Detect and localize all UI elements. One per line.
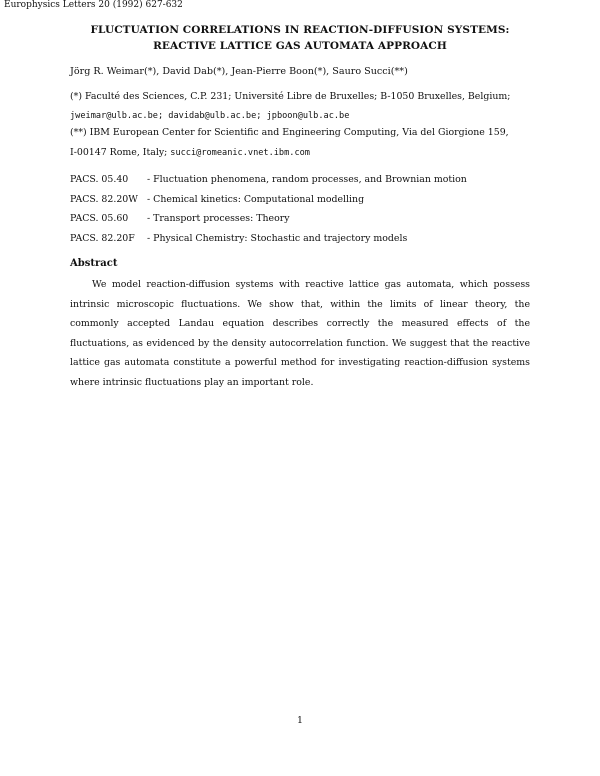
- pacs-row: [70, 229, 467, 249]
- affiliation-2-email: succi@romeanic.vnet.ibm.com: [170, 147, 310, 158]
- pacs-description: - Transport processes: Theory: [147, 213, 290, 224]
- page-number: 1: [297, 715, 303, 726]
- pacs-code: PACS. 05.40: [70, 174, 129, 185]
- pacs-code: PACS. 82.20W: [70, 193, 138, 205]
- pacs-row: [70, 209, 467, 229]
- pacs-list: [70, 170, 467, 248]
- pacs-description: - Physical Chemistry: Stochastic and trajectory models: [147, 232, 408, 244]
- title-line-2: REACTIVE LATTICE GAS AUTOMATA APPROACH: [153, 40, 447, 52]
- journal-reference: Europhysics Letters 20 (1992) 627-632: [4, 0, 183, 10]
- pacs-description: - Chemical kinetics: Computational modelling: [147, 193, 365, 205]
- affiliation-2: [70, 123, 540, 163]
- pacs-code: PACS. 05.60: [70, 213, 129, 224]
- pacs-code: PACS. 82.20F: [70, 232, 135, 244]
- affiliation-2-address-line-2: I-00147 Rome, Italy;: [70, 146, 168, 158]
- affiliation-1: [70, 87, 540, 126]
- affiliation-2-address-line-1: (**) IBM European Center for Scientific and Engineering Computing, Via del Giorgione 159,: [70, 127, 509, 138]
- affiliation-1-emails: jweimar@ulb.ac.be; davidab@ulb.ac.be; jpboon@ulb.ac.be: [70, 110, 350, 121]
- affiliation-2-line-2: [70, 143, 540, 164]
- pacs-row: [70, 190, 467, 210]
- abstract-body: We model reaction-diffusion systems with reactive lattice gas automata, which possess intrinsic microscopic fluctuations. We show that, within the limits of linear theory, the commonly accepted Landau equation describes correctly the measured effects of the fluctuations, as evidenced by the density autocorrelation function. We suggest that the reactive lattice gas automata constitute a powerful method for investigating reaction-diffusion systems where intrinsic fluctuations play an important role.: [70, 279, 530, 388]
- pacs-description: - Fluctuation phenomena, random processes, and Brownian motion: [147, 174, 467, 185]
- author-list: Jörg R. Weimar(*), David Dab(*), Jean-Pierre Boon(*), Sauro Succi(**): [70, 66, 408, 77]
- affiliation-1-address: (*) Faculté des Sciences, C.P. 231; Université Libre de Bruxelles; B-1050 Bruxelles, Belgium;: [70, 91, 511, 102]
- abstract-heading: Abstract: [70, 258, 118, 269]
- pacs-row: [70, 170, 467, 190]
- title-line-1: FLUCTUATION CORRELATIONS IN REACTION-DIFFUSION SYSTEMS:: [90, 24, 510, 36]
